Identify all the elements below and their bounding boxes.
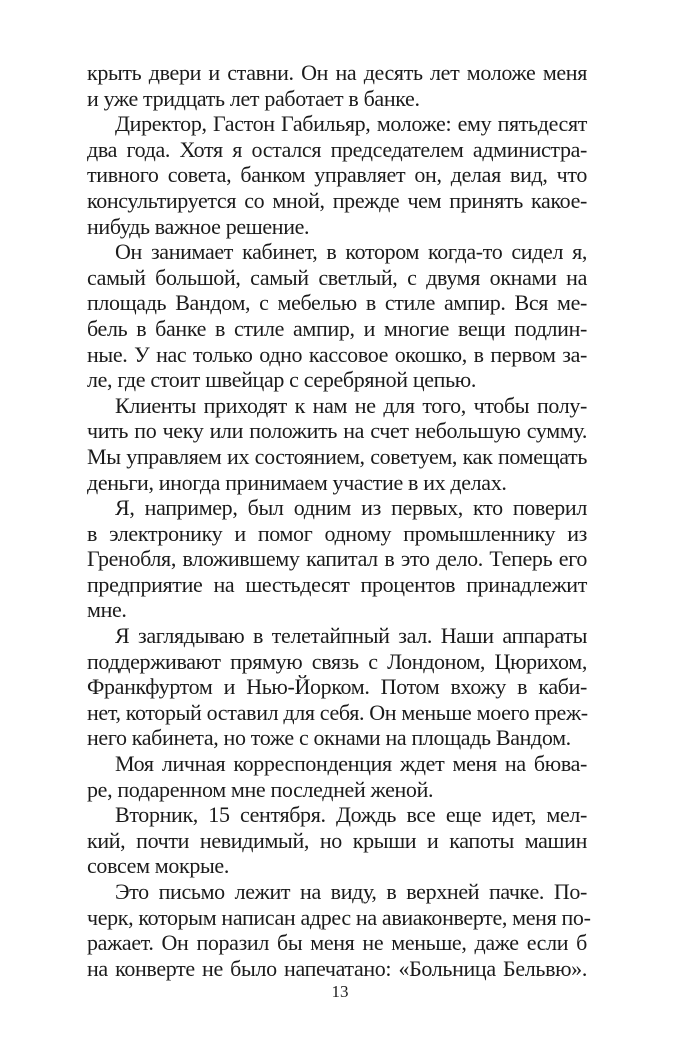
text-line: Франкфуртом и Нью-Йорком. Потом вхожу в каби- (87, 674, 587, 700)
text-line: Директор, Гастон Габильяр, моложе: ему пятьдесят (115, 111, 587, 137)
paragraph (87, 60, 587, 111)
text-line: площадь Вандом, с мебелью в стиле ампир. Вся ме- (87, 290, 587, 316)
text-line: мне. (87, 597, 127, 623)
paragraph (87, 393, 587, 495)
text-line: ражает. Он поразил бы меня не меньше, даже если б (87, 930, 587, 956)
text-line: Клиенты приходят к нам не для того, чтобы полу- (115, 392, 587, 418)
text-line: консультируется со мной, прежде чем принять какое- (87, 187, 587, 213)
text-line: ре, подаренном мне последней женой. (87, 776, 434, 802)
text-line: ные. У нас только одно кассовое окошко, в первом за- (87, 341, 587, 367)
text-line: Мы управляем их состоянием, советуем, как помещать (87, 443, 587, 469)
text-line: Гренобля, вложившему капитал в это дело. Теперь его (87, 546, 587, 572)
text-line: тивного совета, банком управляет он, делая вид, что (87, 162, 587, 188)
text-line: Он занимает кабинет, в котором когда-то сидел я, (115, 239, 587, 265)
paragraph (87, 879, 591, 981)
text-line: Я, например, был одним из первых, кто поверил (115, 495, 587, 521)
page-number: 13 (331, 982, 349, 1001)
text-line: деньги, иногда принимаем участие в их делах. (87, 469, 507, 495)
text-line: Моя личная корреспонденция ждет меня на бюва- (115, 751, 587, 777)
text-line: крыть двери и ставни. Он на десять лет моложе меня (87, 60, 587, 85)
text-line: Вторник, 15 сентября. Дождь все еще идет, мел- (115, 802, 587, 828)
text-line: в электронику и помог одному промышленнику из (87, 520, 587, 546)
text-line: Это письмо лежит на виду, в верхней пачке. По- (115, 879, 587, 904)
paragraph (87, 802, 587, 879)
text-line: чить по чеку или положить на счет небольшую сумму. (87, 418, 587, 444)
text-line: кий, почти невидимый, но крыши и капоты машин (87, 827, 587, 853)
text-line: предприятие на шестьдесят процентов принадлежит (87, 571, 587, 597)
text-line: два года. Хотя я остался председателем администра- (87, 136, 587, 162)
text-line: совсем мокрые. (87, 853, 229, 879)
paragraph (87, 495, 587, 623)
text-line: нибудь важное решение. (87, 213, 310, 239)
text-line: самый большой, самый светлый, с двумя окнами на (87, 264, 587, 290)
paragraph (87, 623, 587, 751)
text-line: на конверте не было напечатано: «Больница Бельвю». (87, 955, 587, 981)
paragraph (87, 751, 587, 802)
text-line: и уже тридцать лет работает в банке. (87, 85, 420, 111)
text-line: нет, который оставил для себя. Он меньше моего преж- (87, 699, 588, 725)
paragraph (87, 111, 587, 239)
paragraph (87, 239, 587, 393)
text-line: ле, где стоит швейцар с серебряной цепью. (87, 367, 476, 393)
text-line: поддерживают прямую связь с Лондоном, Цюрихом, (87, 648, 587, 674)
text-line: бель в банке в стиле ампир, и многие вещи подлин- (87, 315, 587, 341)
page-body (87, 60, 591, 981)
text-line: него кабинета, но тоже с окнами на площадь Вандом. (87, 725, 571, 751)
text-line: черк, которым написан адрес на авиаконверте, меня по- (87, 904, 591, 930)
text-line: Я заглядываю в телетайпный зал. Наши аппараты (115, 623, 587, 649)
